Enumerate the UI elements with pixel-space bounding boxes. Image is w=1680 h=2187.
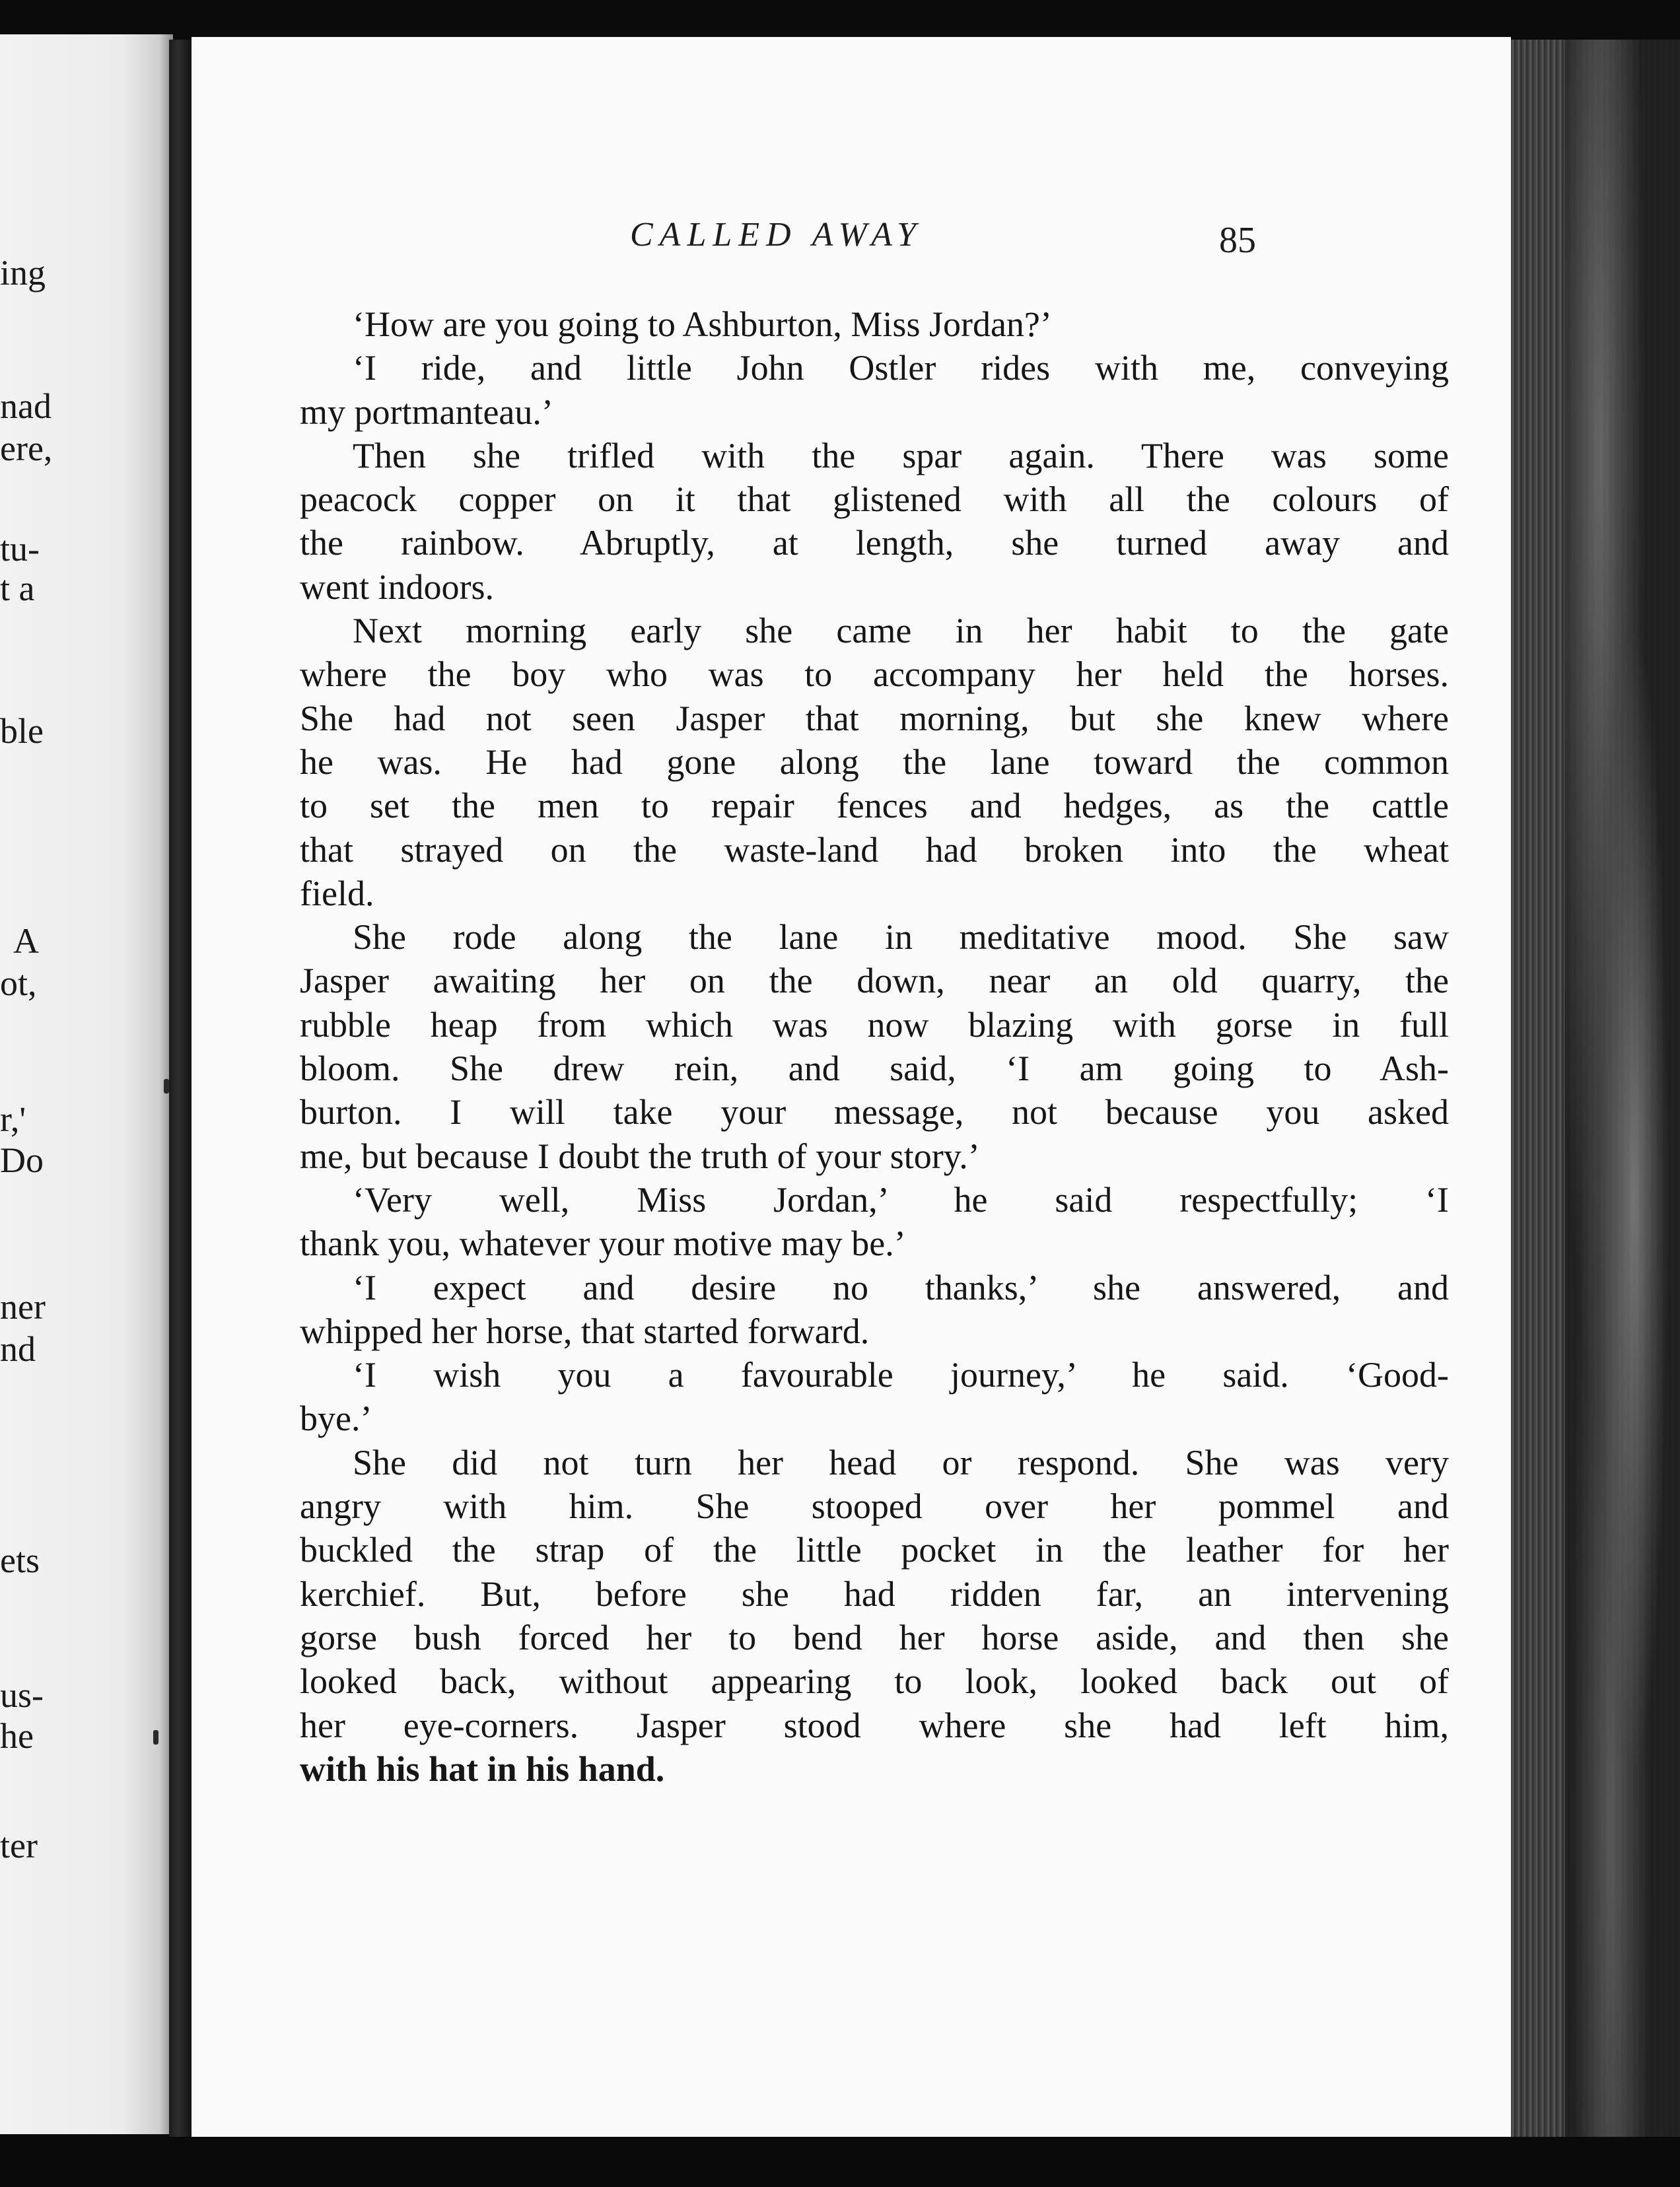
text-line-content: She rode along the lane in meditative mood. She saw [353,917,1449,957]
text-line [300,1747,1449,1791]
text-line-content: ‘I ride, and little John Ostler rides with me, conveying [353,348,1449,388]
facing-page-fragment: tu- [0,529,40,569]
text-line-content: thank you, whatever your motive may be.’ [300,1224,906,1264]
text-line [300,1704,1449,1747]
text-line-content: went indoors. [300,567,494,607]
text-line [300,1528,1449,1572]
running-head: CALLED AWAY [630,216,923,254]
text-line [300,390,1449,434]
text-line [300,1309,1449,1353]
text-line [300,1572,1449,1616]
text-line [300,1003,1449,1047]
text-line-content: buckled the strap of the little pocket in the leather for her [300,1530,1449,1570]
facing-page-fragment: ner [0,1287,46,1327]
text-line-content: ‘I expect and desire no thanks,’ she answered, and [353,1267,1449,1307]
text-line [300,521,1449,565]
text-line [300,302,1449,346]
facing-page-fragment: ing [0,253,46,293]
text-line [300,1397,1449,1440]
text-line-content: ‘Very well, Miss Jordan,’ he said respectfully; ‘I [353,1179,1449,1220]
text-line-content: whipped her horse, that started forward. [300,1311,870,1351]
text-line-content: me, but because I doubt the truth of your story.’ [300,1136,980,1176]
text-line-content: kerchief. But, before she had ridden far, an intervening [300,1574,1449,1614]
text-line [300,434,1449,477]
text-line-content: bye.’ [300,1399,372,1439]
facing-page-fragment: ere, [0,429,53,468]
book-page [192,37,1511,2138]
facing-page-fragment: A [13,921,39,961]
text-line-content: She had not seen Jasper that morning, but she knew where [300,698,1449,738]
text-line-content: he was. He had gone along the lane toward the common [300,742,1449,782]
text-line-content: the rainbow. Abruptly, at length, she turned away and [300,523,1449,563]
text-line-content: field. [300,873,374,913]
text-line [300,1090,1449,1134]
book-cover-edge [1565,40,1680,2146]
book-gutter [169,40,192,2146]
text-line [300,346,1449,390]
text-line-content: burton. I will take your message, not because you asked [300,1092,1449,1132]
text-line-content: to set the men to repair fences and hedges, as the cattle [300,786,1449,826]
text-line [300,872,1449,915]
facing-page-fragment: t a [0,569,35,608]
text-line [300,915,1449,959]
text-line-content: Next morning early she came in her habit to the gate [353,611,1449,651]
text-line-content: peacock copper on it that glistened with all the colours of [300,479,1449,520]
text-line [300,740,1449,784]
text-line [300,1047,1449,1090]
facing-page-fragment: r,' [0,1099,26,1139]
text-line-content: rubble heap from which was now blazing with gorse in full [300,1004,1449,1045]
text-line [300,1616,1449,1659]
text-line [300,959,1449,1002]
text-line-content: She did not turn her head or respond. She was very [353,1442,1449,1482]
scan-background [0,2137,1680,2187]
text-line-content: with his hat in his hand. [300,1749,665,1789]
facing-page-fragment: he [0,1716,34,1756]
text-line [300,1353,1449,1397]
text-line-content: angry with him. She stooped over her pommel and [300,1486,1449,1527]
text-line-content: that strayed on the waste-land had broken into the wheat [300,829,1449,870]
facing-page-fragment: ble [0,711,44,751]
page-number: 85 [1219,220,1256,261]
text-line-content: ‘I wish you a favourable journey,’ he said. ‘Good- [353,1355,1449,1395]
text-line-content: Then she trifled with the spar again. There was some [353,435,1449,475]
edge-mark [164,1079,169,1094]
text-line-content: where the boy who was to accompany her held the horses. [300,654,1449,695]
facing-page-fragment: nd [0,1329,36,1369]
edge-mark [153,1730,158,1745]
text-line-content: my portmanteau.’ [300,392,553,432]
facing-page-fragment: us- [0,1675,44,1715]
text-line [300,477,1449,521]
text-line-content: gorse bush forced her to bend her horse aside, and then she [300,1617,1449,1657]
text-line [300,1441,1449,1484]
facing-page-fragment: Do [0,1140,44,1180]
facing-page-fragment: ets [0,1541,40,1580]
text-line [300,1134,1449,1178]
text-line [300,697,1449,740]
text-line [300,828,1449,872]
text-line [300,565,1449,609]
text-line [300,784,1449,827]
text-line-content: ‘How are you going to Ashburton, Miss Jordan?’ [353,304,1052,344]
text-line-content: bloom. She drew rein, and said, ‘I am going to Ash- [300,1049,1449,1089]
page-body [300,302,1449,1791]
text-line [300,652,1449,696]
text-line [300,1659,1449,1703]
facing-page-edge [0,34,173,2134]
text-line-content: her eye-corners. Jasper stood where she had left him, [300,1705,1449,1745]
facing-page-fragment: ot, [0,963,37,1003]
text-line [300,1178,1449,1222]
text-line-content: looked back, without appearing to look, looked back out of [300,1661,1449,1702]
facing-page-fragment: ter [0,1826,38,1865]
text-line [300,1484,1449,1528]
text-line [300,609,1449,652]
text-line-content: Jasper awaiting her on the down, near an old quarry, the [300,961,1449,1001]
facing-page-fragment: nad [0,386,52,426]
text-line [300,1266,1449,1309]
text-line [300,1222,1449,1265]
